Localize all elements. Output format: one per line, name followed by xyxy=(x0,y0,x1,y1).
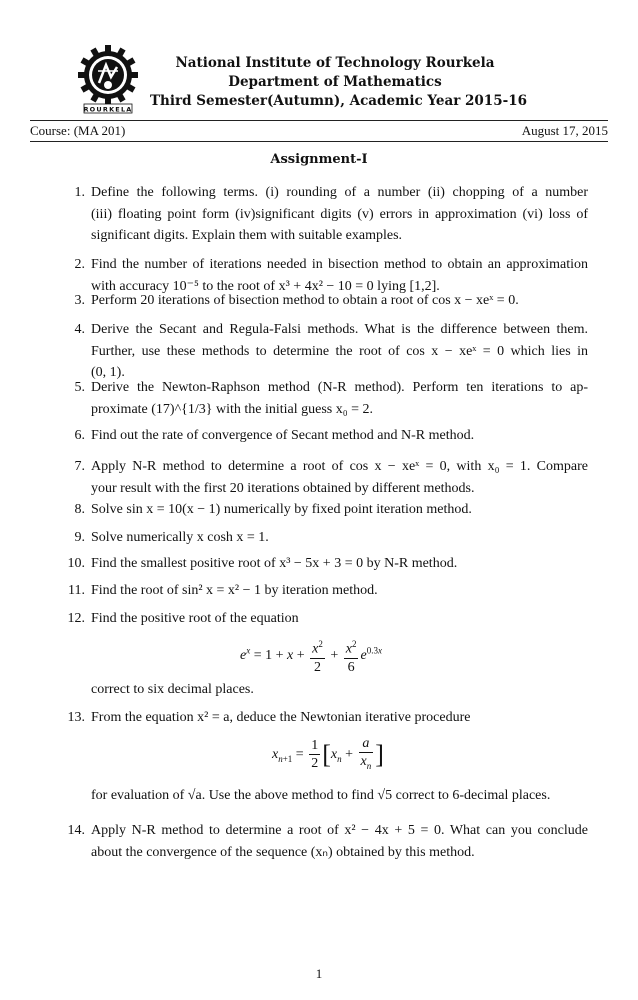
question-text-line: Find out the rate of convergence of Secant method and N-R method. xyxy=(91,428,475,443)
semester-line: Third Semester(Autumn), Academic Year 2015-16 xyxy=(150,93,527,109)
assignment-date: August 17, 2015 xyxy=(521,123,608,138)
question-text-line: From the equation x² = a, deduce the Newtonian iterative procedure xyxy=(91,710,471,725)
page-number: 1 xyxy=(315,966,323,981)
question-number: 8. xyxy=(74,502,85,517)
course-code: Course: (MA 201) xyxy=(30,123,126,138)
question-text-line: for evaluation of √a. Use the above method to find √5 correct to 6-decimal places. xyxy=(91,788,551,803)
question-number: 9. xyxy=(74,530,85,545)
question-number: 14. xyxy=(67,823,85,838)
question-number: 7. xyxy=(74,459,85,474)
question-number: 10. xyxy=(67,556,85,571)
equation-13: $x_{n+1}$ = $\frac{1}{2}$ [$x_n$ + $\frac{a}{x_n}$ ] xyxy=(272,736,384,772)
question-text-line: Apply N-R method to determine a root of x² − 4x + 5 = 0. What can you conclude xyxy=(91,823,588,838)
question-text-line: Define the following terms. (i) rounding of a number (ii) chopping of a number xyxy=(91,185,588,200)
question-number: 2. xyxy=(74,257,85,272)
question-text-line: Derive the Secant and Regula-Falsi methods. What is the difference between them. xyxy=(91,322,588,337)
question-number: 1. xyxy=(74,185,85,200)
header-rule-top xyxy=(30,120,608,121)
logo-caption: ROURKELA xyxy=(83,105,133,114)
question-text-line: (0, 1). xyxy=(91,365,125,380)
question-text-line: Apply N-R method to determine a root of cos x − xeˣ = 0, with x₀ = 1. Compare xyxy=(91,459,588,474)
question-text-line: Solve numerically x cosh x = 1. xyxy=(91,530,269,545)
question-text-line: Further, use these methods to determine the root of cos x − xeˣ = 0 which lies in xyxy=(91,343,588,359)
institute-name: National Institute of Technology Rourkela xyxy=(175,55,495,71)
department-name: Department of Mathematics xyxy=(228,74,442,90)
institute-header xyxy=(150,54,527,111)
question-text-line: Find the positive root of the equation xyxy=(91,611,299,626)
question-number: 13. xyxy=(67,710,85,725)
question-number: 11. xyxy=(68,583,85,598)
header-rule-bottom xyxy=(30,141,608,142)
question-text-line: significant digits. Explain them with suitable examples. xyxy=(91,228,403,243)
question-text-line: correct to six decimal places. xyxy=(91,682,254,697)
question-text-line: (iii) floating point form (iv)significant digits (v) errors in approximation (vi) loss of xyxy=(91,206,588,222)
question-number: 3. xyxy=(74,293,85,308)
question-number: 6. xyxy=(74,428,85,443)
question-text-line: about the convergence of the sequence (xₙ) obtained by this method. xyxy=(91,844,475,860)
question-text-line: with accuracy 10⁻⁵ to the root of x³ + 4x² − 10 = 0 lying [1,2]. xyxy=(91,278,440,294)
nit-rourkela-logo xyxy=(68,42,148,114)
question-number: 12. xyxy=(67,611,85,626)
question-text-line: Solve sin x = 10(x − 1) numerically by fixed point iteration method. xyxy=(91,502,472,517)
question-number: 4. xyxy=(74,322,85,337)
question-text-line: Find the root of sin² x = x² − 1 by iteration method. xyxy=(91,583,378,598)
question-text-line: Find the number of iterations needed in bisection method to obtain an approximation xyxy=(91,257,588,272)
question-text-line: Perform 20 iterations of bisection method to obtain a root of cos x − xeˣ = 0. xyxy=(91,293,519,308)
question-number: 5. xyxy=(74,380,85,395)
question-text-line: proximate (17)^{1/3} with the initial guess x₀ = 2. xyxy=(91,401,374,417)
question-text-line: Find the smallest positive root of x³ − 5x + 3 = 0 by N-R method. xyxy=(91,556,458,571)
question-text-line: Derive the Newton-Raphson method (N-R method). Perform ten iterations to ap- xyxy=(91,380,588,395)
equation-12: $e^x = 1 + x$ + $\frac{x^2}{2}$ + $\frac{x^2}{6}$ $e^{0.3x}$ xyxy=(240,636,382,676)
assignment-title: Assignment-I xyxy=(270,152,368,167)
question-text-line: your result with the first 20 iterations obtained by different methods. xyxy=(91,480,475,496)
